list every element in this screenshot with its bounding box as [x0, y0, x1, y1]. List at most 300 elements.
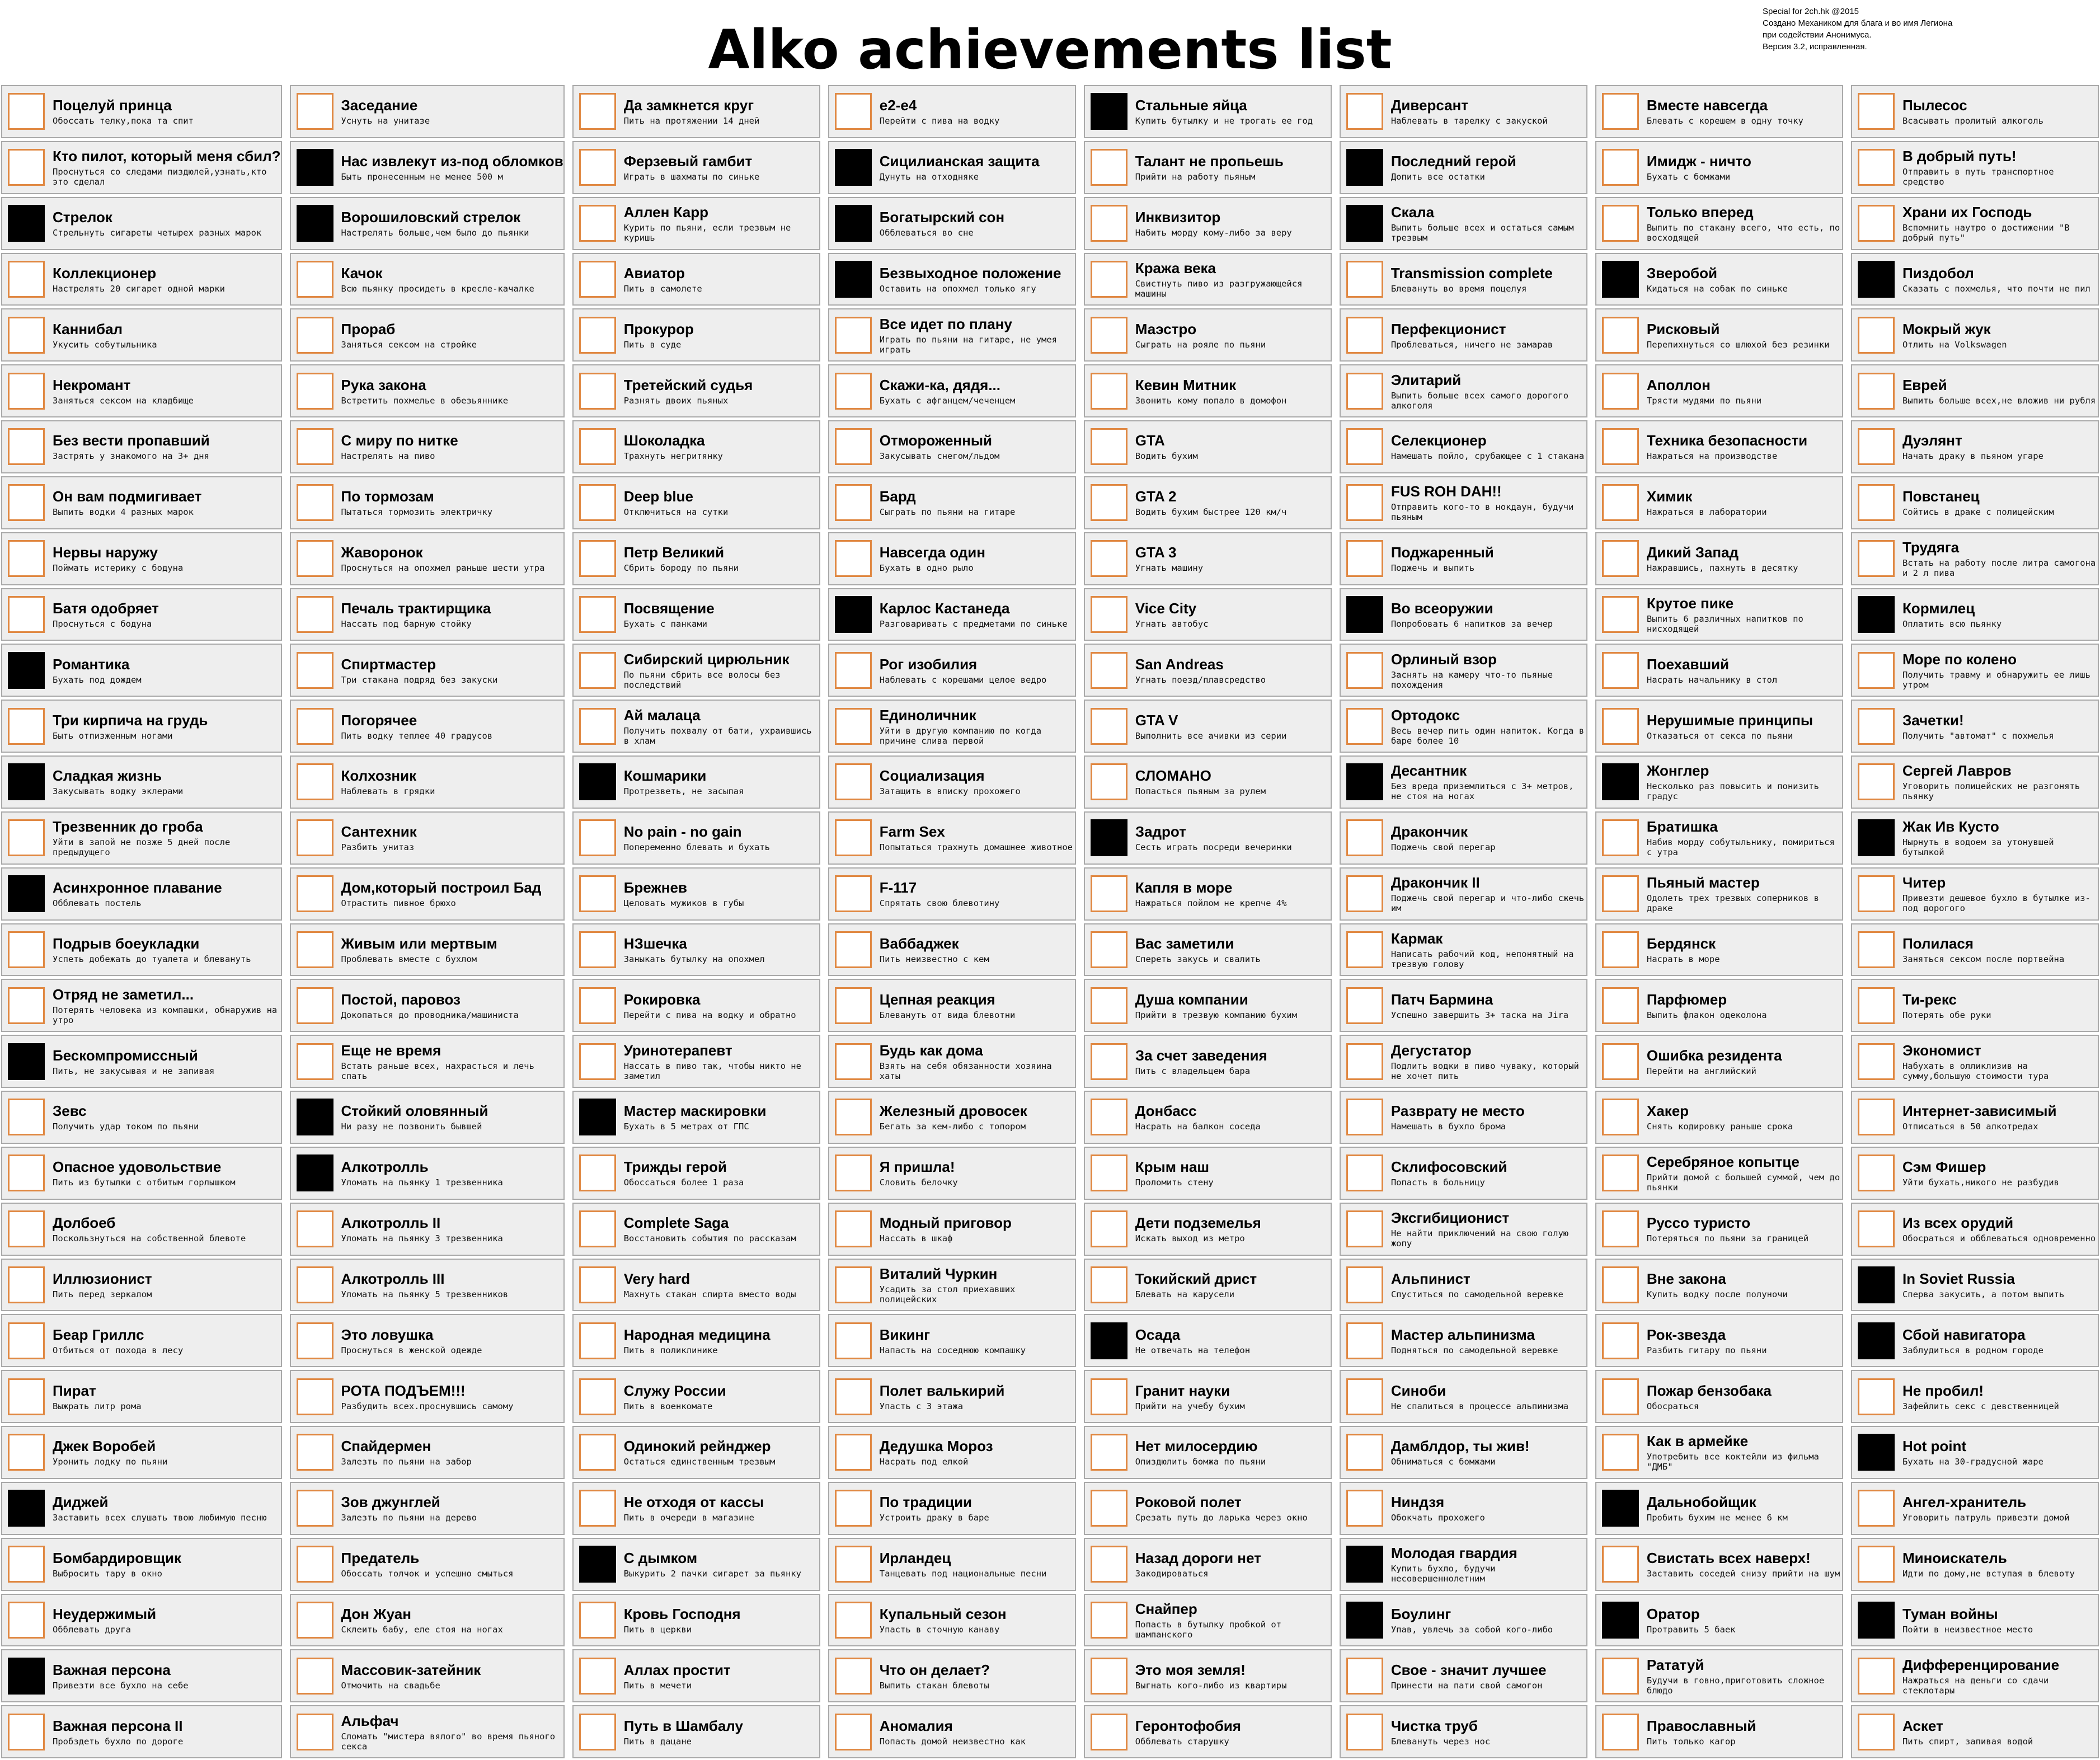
achievement-card	[1340, 1482, 1587, 1535]
achievement-card	[1595, 1594, 1843, 1647]
achievement-name: Патч Бармина	[1390, 991, 1493, 1008]
achievement-description: Пить с владельцем бара	[1135, 1066, 1251, 1076]
achievement-description: Употребить все коктейли из фильма "ДМБ"	[1646, 1452, 1819, 1472]
achievement-locked-icon	[835, 1490, 872, 1527]
achievement-card	[1851, 85, 2099, 138]
achievement-locked-icon	[297, 1434, 333, 1471]
achievement-name: Бард	[879, 488, 916, 505]
achievement-card	[1084, 1091, 1332, 1144]
achievement-text	[1902, 1326, 2043, 1355]
achievement-name: Братишка	[1646, 818, 1718, 836]
achievement-text	[341, 1550, 514, 1579]
achievement-text	[1647, 97, 1803, 126]
achievement-text	[53, 986, 281, 1025]
achievement-locked-icon	[1346, 93, 1383, 130]
achievement-name: Пьяный мастер	[1646, 874, 1760, 891]
achievement-description: Спуститься по самодельной веревке	[1390, 1289, 1563, 1299]
achievement-name: Единоличник	[879, 706, 976, 724]
achievement-unlocked-icon	[8, 875, 45, 912]
achievement-card	[828, 364, 1076, 417]
achievement-text	[624, 97, 760, 126]
achievement-description: Насрать в море	[1646, 954, 1720, 964]
achievement-unlocked-icon	[297, 149, 333, 186]
achievement-description: Намешать в бухло брома	[1390, 1121, 1506, 1132]
achievement-unlocked-icon	[8, 763, 45, 800]
achievement-description: Купить бутылку и не трогать ее год	[1135, 116, 1313, 126]
achievement-name: e2-e4	[879, 97, 917, 114]
achievement-text	[1135, 1601, 1331, 1640]
achievement-locked-icon	[579, 1714, 616, 1750]
achievement-description: Попасть в бутылку пробкой от шампанского	[1135, 1619, 1282, 1640]
achievement-name: Отряд не заметил...	[53, 985, 194, 1003]
achievement-unlocked-icon	[835, 596, 872, 633]
achievement-locked-icon	[835, 987, 872, 1024]
achievement-name: Сибирский цирюльник	[623, 650, 790, 668]
achievement-locked-icon	[835, 1546, 872, 1583]
achievement-card	[1851, 1482, 2099, 1535]
achievement-card	[828, 644, 1076, 697]
achievement-text	[1902, 712, 2054, 741]
achievement-name: Дуэлянт	[1902, 432, 1962, 449]
achievement-description: Купить бухло, будучи несовершеннолетним	[1390, 1564, 1496, 1584]
achievement-text	[624, 991, 796, 1020]
achievement-description: Играть по пьяни на гитаре, не умея играть	[879, 334, 1058, 355]
achievement-name: Важная персона II	[53, 1717, 183, 1734]
achievement-locked-icon	[1858, 1546, 1895, 1583]
achievement-description: Протрезветь, не засыпая	[623, 786, 744, 797]
achievement-name: Диверсант	[1390, 97, 1469, 114]
achievement-name: Качок	[341, 264, 383, 281]
achievement-name: Талант не пропьешь	[1135, 153, 1284, 170]
achievement-card	[1340, 979, 1587, 1032]
achievement-card	[1851, 476, 2099, 529]
achievement-locked-icon	[1091, 1714, 1127, 1750]
achievement-text	[53, 1326, 183, 1355]
achievement-name: Имидж - ничто	[1646, 153, 1751, 170]
achievement-name: Кошмарики	[623, 767, 707, 785]
achievement-text	[1391, 483, 1586, 522]
achievement-card	[828, 755, 1076, 809]
achievement-name: Дедушка Мороз	[879, 1438, 993, 1455]
achievement-name: Химик	[1646, 488, 1693, 505]
achievement-locked-icon	[1602, 205, 1639, 242]
achievement-text	[1391, 265, 1553, 294]
achievement-name: Еврей	[1902, 376, 1947, 393]
achievement-unlocked-icon	[1091, 93, 1127, 130]
achievement-description: Принести на пати свой самогон	[1390, 1680, 1543, 1691]
achievement-name: Вас заметили	[1135, 935, 1234, 952]
achievement-text	[880, 1717, 1026, 1747]
page-title: Alko achievements list	[708, 18, 1392, 81]
achievement-name: Повстанец	[1902, 488, 1980, 505]
achievement-name: Отмороженный	[879, 432, 993, 449]
achievement-description: Уснуть на унитазе	[341, 116, 430, 126]
achievement-description: Отбиться от похода в лесу	[53, 1345, 184, 1355]
achievement-text	[1135, 656, 1266, 685]
achievement-card	[572, 1426, 820, 1479]
achievement-locked-icon	[1858, 317, 1895, 354]
achievement-card	[290, 588, 565, 641]
achievement-text	[1647, 818, 1842, 857]
achievement-description: Пить перед зеркалом	[53, 1289, 152, 1299]
achievement-name: Цепная реакция	[879, 991, 995, 1008]
achievement-text	[341, 1494, 477, 1523]
achievement-locked-icon	[1091, 484, 1127, 521]
achievement-card	[1851, 1705, 2099, 1758]
achievement-card	[828, 1370, 1076, 1423]
achievement-text	[1391, 1662, 1547, 1691]
achievements-column	[572, 85, 820, 1758]
achievement-card	[828, 532, 1076, 585]
achievement-description: Обоссать телку,пока та спит	[53, 116, 194, 126]
achievement-card	[290, 1203, 565, 1256]
achievement-description: Поскользнуться на собственной блевоте	[53, 1233, 246, 1244]
achievement-card	[1595, 1035, 1843, 1088]
achievement-unlocked-icon	[835, 261, 872, 298]
achievement-card	[1084, 1370, 1332, 1423]
achievement-text	[880, 209, 1004, 238]
achievement-text	[341, 935, 497, 964]
achievement-description: Упасть с 3 этажа	[879, 1401, 964, 1411]
achievement-locked-icon	[1602, 875, 1639, 912]
achievement-name: Руссо туристо	[1646, 1214, 1751, 1232]
achievement-description: Обоссаться более 1 раза	[623, 1177, 744, 1188]
achievement-card	[1851, 588, 2099, 641]
achievement-text	[1135, 1662, 1287, 1691]
achievement-description: Спереть закусь и свалить	[1135, 954, 1261, 964]
achievement-name: Посвящение	[623, 599, 715, 617]
achievement-description: Нажраться на деньги со сдачи стеклотары	[1902, 1675, 2049, 1696]
achievement-unlocked-icon	[1346, 1602, 1383, 1639]
achievement-description: Отписаться в 50 алкотредах	[1902, 1121, 2038, 1132]
achievement-unlocked-icon	[579, 1546, 616, 1583]
achievement-text	[1902, 321, 2007, 350]
achievement-text	[1135, 1494, 1308, 1523]
achievement-name: Спайдермен	[341, 1438, 431, 1455]
achievement-description: Пить неизвестно с кем	[879, 954, 989, 964]
achievement-locked-icon	[1346, 1099, 1383, 1135]
achievement-name: Кровь Господня	[623, 1605, 741, 1622]
achievement-card	[572, 811, 820, 865]
achievement-locked-icon	[1858, 875, 1895, 912]
achievement-description: Заставить соседей снизу прийти на шум	[1646, 1569, 1840, 1579]
achievement-card	[828, 867, 1076, 921]
achievement-description: Уговорить полицейских не разгонять пьянку	[1902, 781, 2080, 802]
achievement-unlocked-icon	[835, 205, 872, 242]
achievement-locked-icon	[8, 1154, 45, 1191]
achievement-description: Уломать на пьянку 3 трезвенника	[341, 1233, 503, 1244]
achievement-card	[1, 923, 282, 977]
achievement-name: Кармак	[1390, 930, 1443, 947]
achievement-description: Пить в дацане	[623, 1736, 692, 1747]
achievement-locked-icon	[8, 1714, 45, 1750]
achievement-name: Альпинист	[1390, 1270, 1471, 1287]
achievement-description: Проснуться со следами пиздюлей,узнать,кто это сделал	[53, 167, 267, 187]
achievement-text	[1135, 1270, 1257, 1299]
achievement-text	[1902, 204, 2098, 243]
achievement-description: Заняться сексом на стройке	[341, 339, 477, 350]
achievement-description: Оставить на опохмел только ягу	[879, 283, 1036, 294]
achievement-card	[1340, 1370, 1587, 1423]
achievement-text	[1135, 991, 1297, 1020]
achievement-description: Потерять человека из компашки, обнаружив на утро	[53, 1005, 278, 1025]
achievement-text	[624, 1158, 744, 1188]
achievement-name: Аллах простит	[623, 1661, 731, 1678]
achievement-card	[1595, 700, 1843, 753]
achievement-locked-icon	[8, 373, 45, 410]
achievement-text	[1647, 265, 1788, 294]
achievement-locked-icon	[8, 1099, 45, 1135]
achievement-card	[1595, 1259, 1843, 1312]
achievement-text	[1902, 1042, 2098, 1081]
achievement-description: Бухать с бомжами	[1646, 172, 1731, 182]
achievement-description: Закусывать водку эклерами	[53, 786, 184, 797]
achievement-name: Зверобой	[1646, 264, 1717, 281]
achievement-text	[1902, 1382, 2059, 1411]
achievement-card	[572, 197, 820, 250]
achievement-description: Стрельнуть сигареты четырех разных марок	[53, 228, 262, 238]
achievement-description: Пить, не закусывая и не запивая	[53, 1066, 215, 1076]
achievement-unlocked-icon	[1602, 1602, 1639, 1639]
achievement-locked-icon	[1346, 819, 1383, 856]
achievement-card	[1340, 867, 1587, 921]
achievement-name: Парфюмер	[1646, 991, 1727, 1008]
achievement-description: Уйти в другую компанию по когда причине слива первой	[879, 725, 1042, 746]
achievement-locked-icon	[1602, 652, 1639, 689]
achievement-card	[572, 588, 820, 641]
achievement-locked-icon	[835, 1378, 872, 1415]
achievement-locked-icon	[8, 1546, 45, 1583]
achievement-description: Склеить бабу, еле стоя на ногах	[341, 1624, 503, 1635]
achievement-card	[290, 1482, 565, 1535]
achievement-card	[1340, 420, 1587, 473]
achievement-description: Попасть в больницу	[1390, 1177, 1485, 1188]
achievement-name: Эксгибиционист	[1390, 1209, 1510, 1227]
achievement-name: Дом,который построил Бад	[341, 879, 542, 897]
achievements-column	[1, 85, 282, 1758]
achievement-text	[880, 1606, 1007, 1635]
achievement-text	[53, 879, 222, 908]
achievement-card	[1, 588, 282, 641]
achievement-locked-icon	[1602, 1210, 1639, 1247]
achievement-name: Без вести пропавший	[53, 432, 210, 449]
achievement-name: Не отходя от кассы	[623, 1494, 764, 1511]
achievement-name: Зачетки!	[1902, 711, 1964, 729]
achievement-card	[1851, 811, 2099, 865]
achievement-text	[341, 1214, 503, 1243]
achievement-locked-icon	[1091, 1154, 1127, 1191]
achievement-locked-icon	[1858, 149, 1895, 186]
achievement-card	[1340, 644, 1587, 697]
achievement-name: Ортодокс	[1390, 706, 1460, 724]
achievement-locked-icon	[1602, 428, 1639, 465]
achievement-text	[341, 1662, 481, 1691]
achievement-text	[624, 1662, 731, 1691]
achievement-name: Ниндзя	[1390, 1494, 1445, 1511]
achievement-text	[1647, 1047, 1782, 1076]
achievement-locked-icon	[579, 1602, 616, 1639]
achievement-text	[341, 600, 491, 629]
achievement-description: Оплатить всю пьянку	[1902, 618, 2002, 629]
achievement-locked-icon	[1346, 540, 1383, 577]
achievement-locked-icon	[835, 819, 872, 856]
achievement-locked-icon	[1091, 540, 1127, 577]
achievement-card	[1851, 979, 2099, 1032]
achievement-name: Полилася	[1902, 935, 1974, 952]
achievement-locked-icon	[8, 261, 45, 298]
achievement-description: Отключиться на сутки	[623, 507, 729, 518]
achievement-name: Что он делает?	[879, 1661, 990, 1678]
achievement-text	[1135, 823, 1292, 852]
achievement-name: Будь как дома	[879, 1041, 983, 1059]
achievement-text	[1391, 1545, 1586, 1584]
achievement-locked-icon	[1091, 987, 1127, 1024]
achievement-description: Застрять у знакомого на 3+ дня	[53, 451, 209, 462]
achievement-card	[1, 1482, 282, 1535]
achievement-text	[624, 935, 765, 964]
achievement-locked-icon	[1858, 1490, 1895, 1527]
achievement-text	[880, 1326, 1026, 1355]
achievement-locked-icon	[8, 987, 45, 1024]
achievement-description: Пить только кагор	[1646, 1736, 1736, 1747]
achievement-description: Вспомнить наутро о достижении "В добрый путь"	[1902, 223, 2070, 243]
achievement-locked-icon	[1346, 652, 1383, 689]
achievement-card	[1340, 588, 1587, 641]
achievement-name: Задрот	[1135, 823, 1186, 841]
achievement-name: Мастер альпинизма	[1390, 1326, 1535, 1343]
achievement-text	[53, 432, 210, 461]
achievement-card	[1084, 979, 1332, 1032]
achievement-name: Каннибал	[53, 320, 123, 337]
achievement-description: Сказать с похмелья, что почти не пил	[1902, 283, 2090, 294]
achievement-description: Привезти дешевое бухло в бутылке из-под дорогого	[1902, 893, 2090, 914]
achievement-description: Пить в военкомате	[623, 1401, 713, 1411]
achievement-card	[1340, 141, 1587, 194]
achievement-card	[290, 1091, 565, 1144]
achievement-name: Коллекционер	[53, 264, 157, 281]
achievement-card	[1340, 253, 1587, 306]
achievement-description: Выполнить все ачивки из серии	[1135, 730, 1287, 741]
achievement-text	[341, 1712, 563, 1752]
achievement-name: Шоколадка	[623, 432, 705, 449]
achievement-description: Идти по дому,не вступая в блевоту	[1902, 1569, 2075, 1579]
achievement-locked-icon	[1858, 540, 1895, 577]
achievement-text	[880, 1550, 1047, 1579]
achievement-text	[53, 321, 157, 350]
achievement-locked-icon	[8, 1266, 45, 1303]
achievement-text	[624, 544, 739, 573]
achievement-card	[1595, 644, 1843, 697]
achievement-description: Пробздеть бухло по дороге	[53, 1736, 184, 1747]
achievement-name: Дифференцирование	[1902, 1656, 2060, 1673]
achievement-description: Выпить больше всех самого дорогого алкоголя	[1390, 390, 1569, 411]
achievement-name: Осада	[1135, 1326, 1181, 1343]
achievement-text	[1902, 1438, 2043, 1467]
achievement-description: Настрелять 20 сигарет одной марки	[53, 283, 225, 294]
achievement-name: Аскет	[1902, 1717, 1943, 1734]
achievement-description: Звонить кому попало в домофон	[1135, 395, 1287, 406]
achievement-card	[828, 811, 1076, 865]
achievement-description: Заблудиться в родном городе	[1902, 1345, 2043, 1355]
achievement-text	[624, 488, 729, 517]
achievement-name: Стрелок	[53, 209, 112, 226]
achievement-name: Десантник	[1390, 762, 1467, 780]
achievement-card	[572, 1370, 820, 1423]
achievement-card	[1340, 476, 1587, 529]
achievement-description: Напасть на соседнюю компашку	[879, 1345, 1026, 1355]
achievement-locked-icon	[835, 1099, 872, 1135]
achievement-card	[290, 700, 565, 753]
achievement-card	[828, 1314, 1076, 1367]
achievement-name: Экономист	[1902, 1041, 1981, 1059]
achievement-locked-icon	[1346, 1266, 1383, 1303]
achievement-description: Разбить унитаз	[341, 842, 415, 853]
achievement-description: Отправить в путь транспортное средство	[1902, 167, 2054, 187]
achievement-card	[290, 364, 565, 417]
achievement-name: Техника безопасности	[1646, 432, 1808, 449]
achievement-card	[1595, 420, 1843, 473]
achievement-locked-icon	[1346, 317, 1383, 354]
achievement-locked-icon	[1602, 708, 1639, 745]
achievement-text	[1902, 1550, 2075, 1579]
achievement-name: Диджей	[53, 1494, 109, 1511]
achievement-description: Уйти бухать,никого не разбудив	[1902, 1177, 2059, 1188]
achievement-description: Нажраться на производстве	[1646, 451, 1778, 462]
achievement-locked-icon	[1602, 931, 1639, 968]
achievement-locked-icon	[835, 652, 872, 689]
achievement-name: Рокировка	[623, 991, 701, 1008]
achievement-name: Народная медицина	[623, 1326, 771, 1343]
achievement-name: Навсегда один	[879, 544, 985, 561]
achievement-card	[1, 1649, 282, 1702]
achievement-unlocked-icon	[1091, 819, 1127, 856]
achievement-name: Transmission complete	[1390, 264, 1553, 281]
achievement-text	[341, 1158, 503, 1188]
achievement-name: Бомбардировщик	[53, 1550, 182, 1567]
achievement-description: Пить в поликлинике	[623, 1345, 718, 1355]
achievement-card	[1595, 923, 1843, 977]
achievement-text	[1135, 1158, 1214, 1188]
achievement-description: Потеряться по пьяни за границей	[1646, 1233, 1809, 1244]
achievement-text	[53, 148, 281, 187]
achievement-name: Мокрый жук	[1902, 320, 1991, 337]
achievement-card	[1851, 923, 2099, 977]
achievement-locked-icon	[1091, 1099, 1127, 1135]
achievement-text	[53, 1494, 267, 1523]
achievement-name: НЗшечка	[623, 935, 687, 952]
achievement-text	[1647, 991, 1767, 1020]
achievement-description: Быть пронесенным не менее 500 м	[341, 172, 503, 182]
achievement-card	[1, 1147, 282, 1200]
achievement-name: Гранит науки	[1135, 1382, 1230, 1399]
achievement-description: Нассать под барную стойку	[341, 618, 472, 629]
achievement-locked-icon	[579, 652, 616, 689]
achievement-locked-icon	[1858, 1099, 1895, 1135]
achievement-text	[341, 1326, 482, 1355]
achievement-name: GTA 2	[1135, 488, 1177, 505]
achievement-name: Вместе навсегда	[1646, 97, 1768, 114]
achievement-text	[880, 1382, 1005, 1411]
achievement-name: Мастер маскировки	[623, 1102, 767, 1120]
achievement-name: Сэм Фишер	[1902, 1158, 1986, 1176]
achievement-locked-icon	[1602, 1714, 1639, 1750]
achievement-name: Дракончик	[1390, 823, 1468, 841]
achievement-text	[1391, 651, 1586, 690]
achievement-card	[1084, 644, 1332, 697]
achievement-description: Получить травму и обнаружить ее лишь утром	[1902, 669, 2090, 690]
achievement-text	[53, 600, 159, 629]
achievement-name: Пожар бензобака	[1646, 1382, 1772, 1399]
